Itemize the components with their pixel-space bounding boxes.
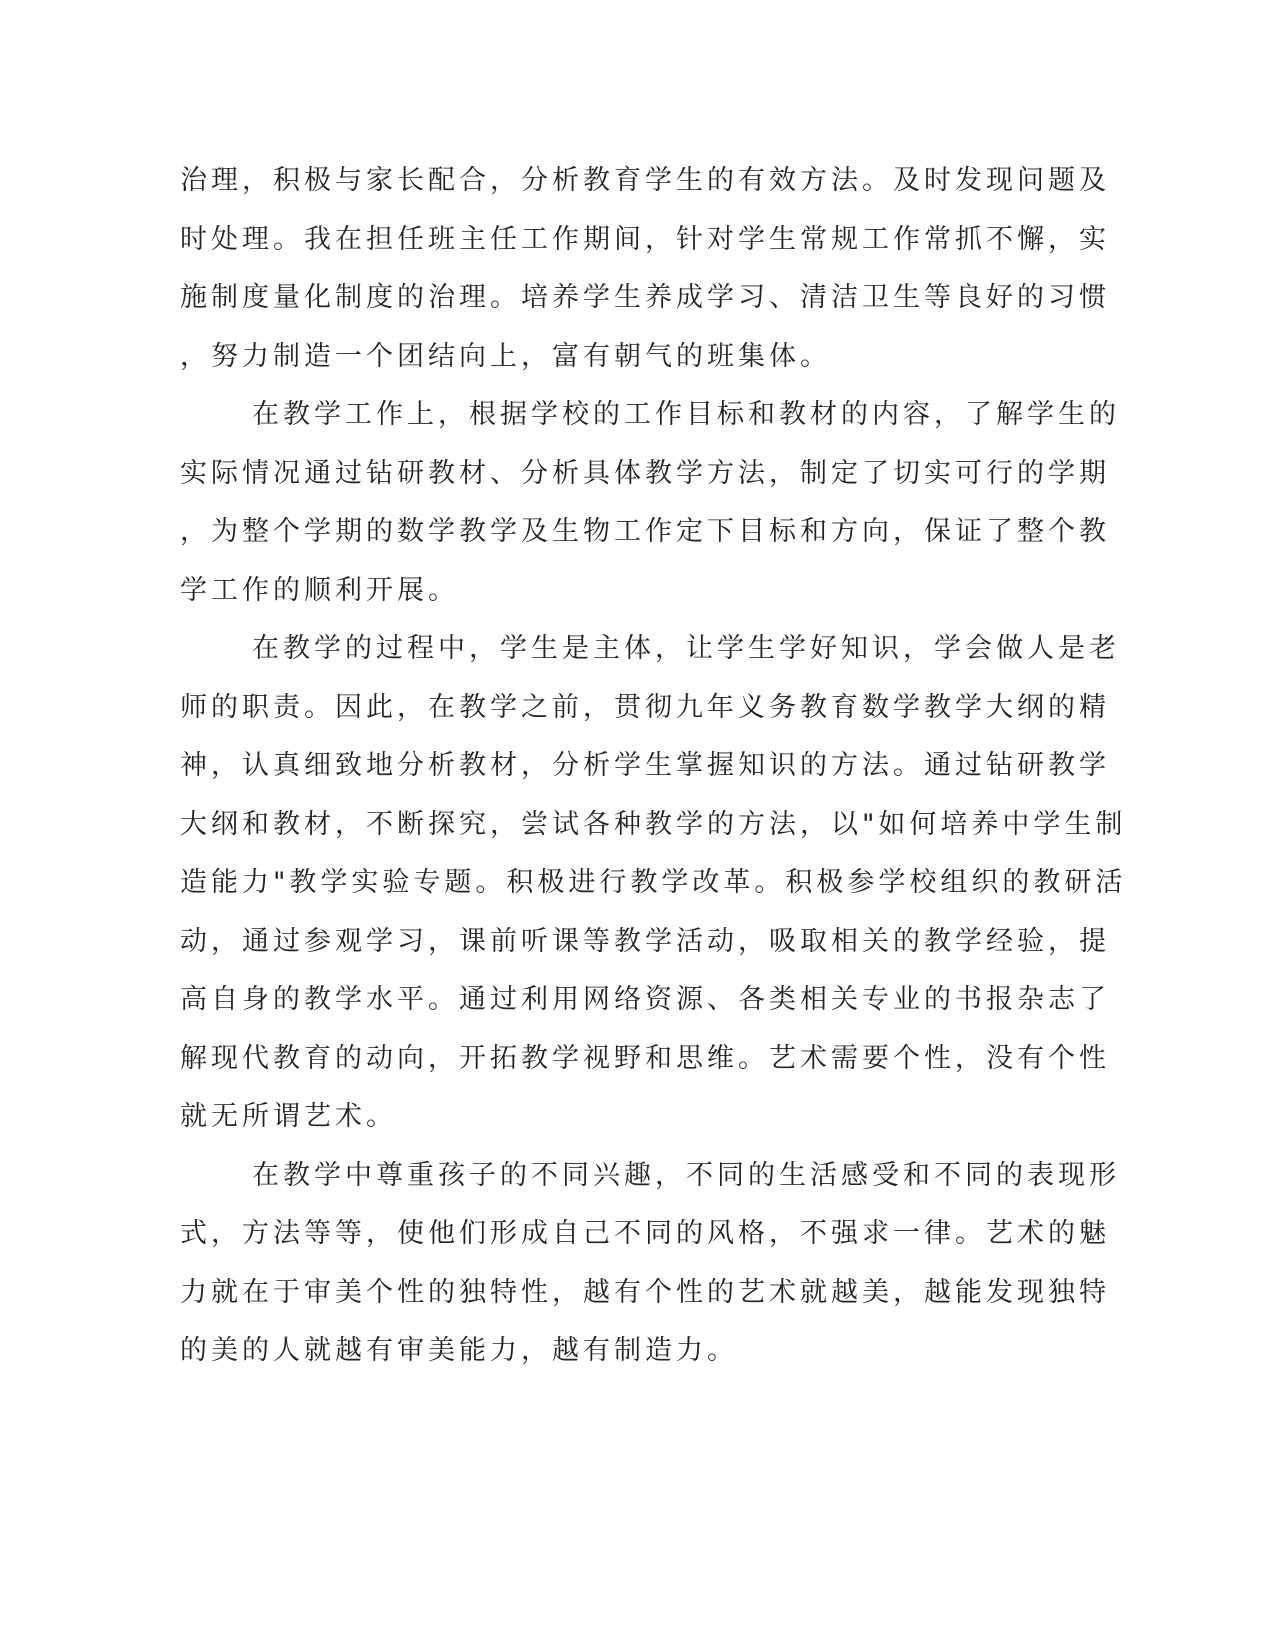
text-line: 神，认真细致地分析教材，分析学生掌握知识的方法。通过钻研教学 (180, 750, 1110, 781)
text-line: 治理，积极与家长配合，分析教育学生的有效方法。及时发现问题及 (180, 165, 1110, 196)
text-line: 师的职责。因此，在教学之前，贯彻九年义务教育数学教学大纲的精 (180, 691, 1110, 723)
text-line: 解现代教育的动向，开拓教学视野和思维。艺术需要个性，没有个性 (180, 1042, 1110, 1074)
text-line: 大纲和教材，不断探究，尝试各种教学的方法，以"如何培养中学生制 (180, 808, 1127, 840)
paragraph-3 (180, 620, 1127, 1147)
text-line: 在教学中尊重孩子的不同兴趣，不同的生活感受和不同的表现形 (252, 1159, 1120, 1191)
text-line: 时处理。我在担任班主任工作期间，针对学生常规工作常抓不懈，实 (180, 223, 1110, 255)
text-line: 实际情况通过钻研教材、分析具体教学方法，制定了切实可行的学期 (180, 457, 1110, 489)
text-line: ，为整个学期的数学教学及生物工作定下目标和方向，保证了整个教 (180, 516, 1110, 547)
paragraph-2 (180, 386, 1120, 620)
text-line: 高自身的教学水平。通过利用网络资源、各类相关专业的书报杂志了 (180, 984, 1110, 1015)
document-body (180, 152, 1127, 1381)
text-line: 动，通过参观学习，课前听课等教学活动，吸取相关的教学经验，提 (180, 925, 1110, 957)
text-line: 在教学工作上，根据学校的工作目标和教材的内容，了解学生的 (252, 399, 1120, 430)
text-line: 施制度量化制度的治理。培养学生养成学习、清洁卫生等良好的习惯 (180, 282, 1110, 313)
text-line: 的美的人就越有审美能力，越有制造力。 (180, 1335, 738, 1366)
text-line: 学工作的顺利开展。 (180, 574, 459, 606)
text-line: ，努力制造一个团结向上，富有朝气的班集体。 (180, 340, 831, 372)
text-line: 力就在于审美个性的独特性，越有个性的艺术就越美，越能发现独特 (180, 1276, 1110, 1308)
paragraph-4 (180, 1147, 1120, 1381)
text-line: 就无所谓艺术。 (180, 1101, 397, 1132)
text-line: 式，方法等等，使他们形成自己不同的风格，不强求一律。艺术的魅 (180, 1218, 1110, 1249)
paragraph-1 (180, 152, 1110, 386)
text-line: 在教学的过程中，学生是主体，让学生学好知识，学会做人是老 (252, 633, 1120, 664)
text-line: 造能力"教学实验专题。积极进行教学改革。积极参学校组织的教研活 (180, 867, 1127, 898)
